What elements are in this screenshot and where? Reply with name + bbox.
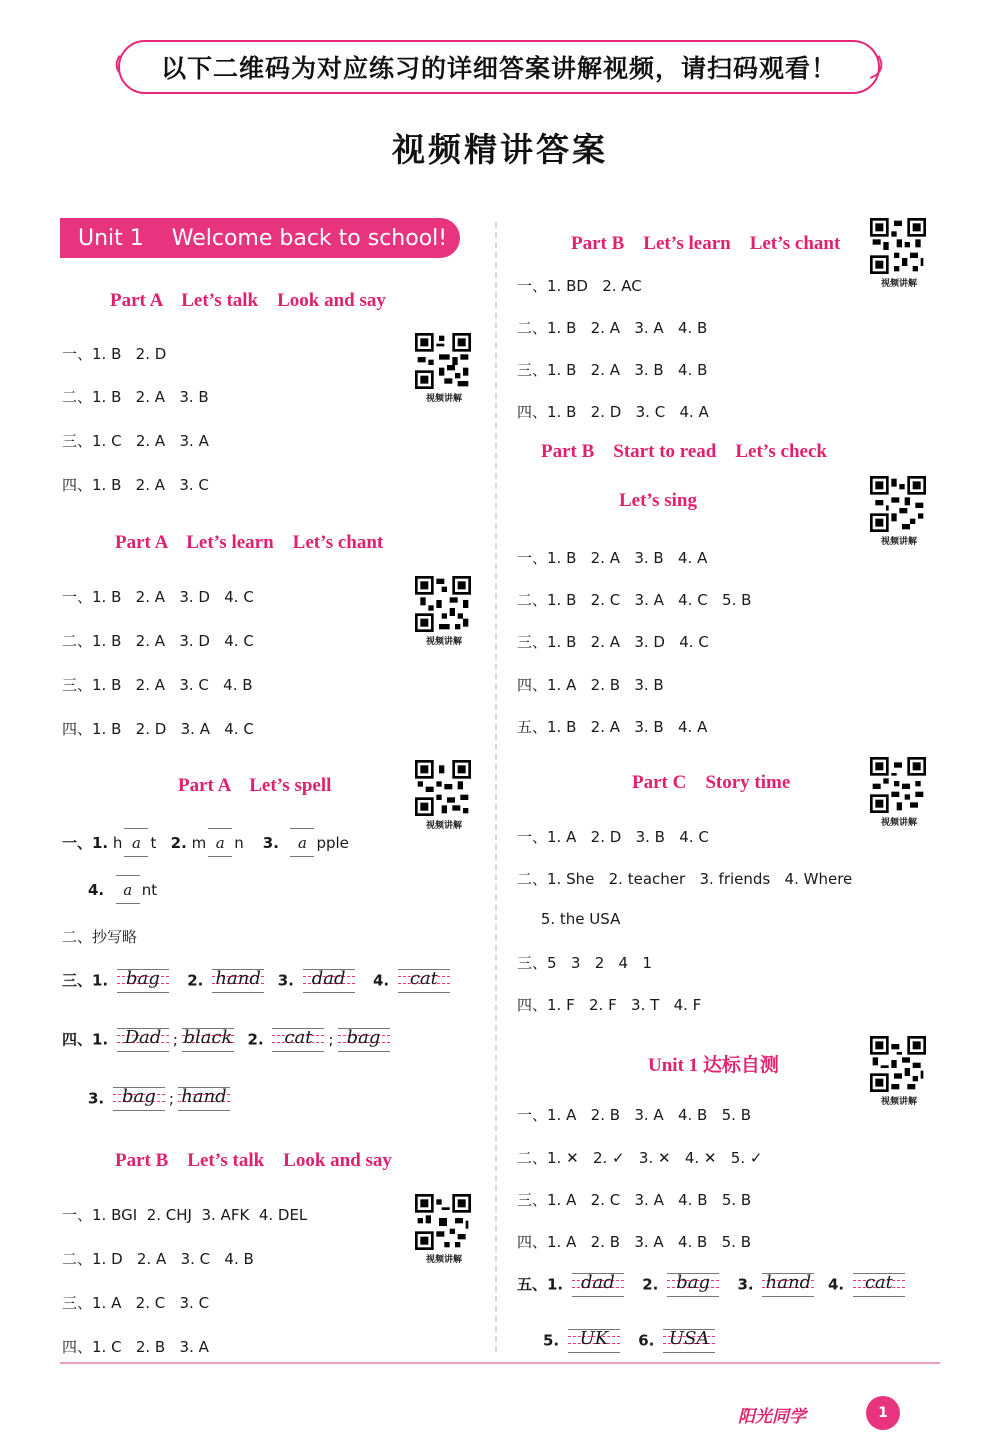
answer-line: 四、1. B 2. A 3. C bbox=[62, 476, 209, 494]
item-number: 2. bbox=[187, 971, 204, 990]
answer-line: 一、1. B 2. A 3. D 4. C bbox=[62, 588, 254, 606]
qr-caption: 视频讲解 bbox=[880, 1097, 917, 1107]
answer-line: 三、5 3 2 4 1 bbox=[517, 954, 652, 972]
top-banner: 以下二维码为对应练习的详细答案讲解视频，请扫码观看！ bbox=[118, 40, 880, 94]
qr-code[interactable] bbox=[870, 757, 928, 828]
item-number: 一、1. bbox=[62, 834, 109, 852]
qr-caption: 视频讲解 bbox=[425, 637, 462, 647]
answer-line: 一、1. BGI 2. CHJ 3. AFK 4. DEL bbox=[62, 1206, 308, 1224]
word-part: h bbox=[112, 834, 123, 852]
section-title: Part A Let’s spell bbox=[178, 775, 332, 796]
section-title: Part B Let’s talk Look and say bbox=[115, 1150, 392, 1171]
word-part: nt bbox=[141, 881, 158, 899]
word-part: pple bbox=[316, 834, 349, 852]
answer-line: 二、1. B 2. A 3. A 4. B bbox=[517, 319, 708, 337]
qr-caption: 视频讲解 bbox=[425, 394, 462, 404]
separator: ; bbox=[168, 1089, 174, 1108]
section-title: Part A Let’s learn Let’s chant bbox=[115, 532, 384, 553]
answer-line: 四、1. B 2. D 3. C 4. A bbox=[517, 403, 709, 421]
word-part: m bbox=[191, 834, 207, 852]
answer-line: 三、1. B 2. A 3. B 4. B bbox=[517, 361, 708, 379]
answer-line: 一、1. B 2. A 3. B 4. A bbox=[517, 549, 708, 567]
item-number: 2. bbox=[170, 834, 187, 852]
item-number: 6. bbox=[638, 1331, 655, 1350]
item-number: 四、1. bbox=[62, 1030, 109, 1049]
answer-line: 三、1. A 2. C 3. A 4. B 5. B bbox=[517, 1191, 752, 1209]
handwriting-word: hand bbox=[212, 966, 264, 996]
word-part: n bbox=[234, 834, 244, 852]
answer-line: 二、抄写略 bbox=[62, 928, 138, 946]
section-title: Unit 1 达标自测 bbox=[648, 1055, 779, 1076]
answer-line: 一、1. BD 2. AC bbox=[517, 277, 642, 295]
qr-code-icon bbox=[870, 1036, 926, 1092]
section-title-cont: Let’s sing bbox=[619, 490, 697, 511]
handwriting-word: cat bbox=[398, 966, 450, 996]
handwriting-line bbox=[517, 1270, 909, 1300]
answer-line: 三、1. B 2. A 3. D 4. C bbox=[517, 633, 709, 651]
footer-brand: 阳光同学 bbox=[738, 1407, 806, 1427]
qr-code-icon bbox=[415, 333, 471, 389]
answer-line: 四、1. B 2. D 3. A 4. C bbox=[62, 720, 254, 738]
qr-code[interactable] bbox=[415, 576, 473, 647]
fill-letter: a bbox=[206, 834, 234, 852]
answer-line: 二、1. D 2. A 3. C 4. B bbox=[62, 1250, 254, 1268]
handwriting-word: hand bbox=[762, 1270, 814, 1300]
qr-code-icon bbox=[870, 757, 926, 813]
item-number: 4. bbox=[372, 971, 390, 990]
qr-code[interactable] bbox=[415, 1194, 473, 1265]
item-number: 4. bbox=[827, 1275, 845, 1294]
answer-line: 四、1. F 2. F 3. T 4. F bbox=[517, 996, 702, 1014]
answer-line: 一、1. A 2. D 3. B 4. C bbox=[517, 828, 709, 846]
spell-line-1 bbox=[62, 832, 349, 853]
handwriting-word: bag bbox=[338, 1025, 390, 1055]
handwriting-word: cat bbox=[853, 1270, 905, 1300]
handwriting-word: dad bbox=[572, 1270, 624, 1300]
word-part: t bbox=[150, 834, 157, 852]
separator: ; bbox=[328, 1030, 334, 1049]
item-number: 五、1. bbox=[517, 1275, 564, 1294]
handwriting-word: hand bbox=[178, 1084, 230, 1114]
answer-line: 一、1. B 2. D bbox=[62, 345, 167, 363]
section-title: Part C Story time bbox=[632, 772, 791, 793]
item-number: 3. bbox=[737, 1275, 754, 1294]
item-number: 5. bbox=[543, 1331, 560, 1350]
answer-line: 二、1. B 2. C 3. A 4. C 5. B bbox=[517, 591, 752, 609]
answer-line: 五、1. B 2. A 3. B 4. A bbox=[517, 718, 708, 736]
fill-letter: a bbox=[122, 834, 150, 852]
qr-code[interactable] bbox=[870, 1036, 928, 1107]
qr-caption: 视频讲解 bbox=[880, 279, 917, 289]
item-number: 4. bbox=[88, 881, 105, 899]
qr-code-icon bbox=[415, 1194, 471, 1250]
section-title: Part B Let’s learn Let’s chant bbox=[571, 233, 841, 254]
qr-code[interactable] bbox=[870, 218, 928, 289]
qr-code-icon bbox=[870, 476, 926, 532]
handwriting-word: USA bbox=[663, 1326, 715, 1356]
spell-line-2 bbox=[88, 881, 157, 899]
item-number: 3. bbox=[262, 834, 279, 852]
handwriting-word: cat bbox=[272, 1025, 324, 1055]
item-number: 3. bbox=[277, 971, 294, 990]
handwriting-line bbox=[543, 1326, 719, 1356]
qr-code[interactable] bbox=[870, 476, 928, 547]
handwriting-line bbox=[62, 1025, 394, 1055]
page-title: 视频精讲答案 bbox=[392, 130, 608, 169]
qr-code-icon bbox=[870, 218, 926, 274]
handwriting-word: bag bbox=[117, 966, 169, 996]
handwriting-line bbox=[62, 966, 454, 996]
answer-line: 二、1. B 2. A 3. B bbox=[62, 388, 209, 406]
answer-line: 三、1. A 2. C 3. C bbox=[62, 1294, 210, 1312]
handwriting-line bbox=[88, 1084, 234, 1114]
answer-line: 二、1. ✕ 2. ✓ 3. ✕ 4. ✕ 5. ✓ bbox=[517, 1149, 763, 1167]
handwriting-word: black bbox=[182, 1025, 234, 1055]
qr-code-icon bbox=[415, 760, 471, 816]
handwriting-word: bag bbox=[113, 1084, 165, 1114]
qr-code-icon bbox=[415, 576, 471, 632]
handwriting-word: Dad bbox=[117, 1025, 169, 1055]
answer-line: 二、1. B 2. A 3. D 4. C bbox=[62, 632, 254, 650]
handwriting-word: dad bbox=[303, 966, 355, 996]
separator: ; bbox=[172, 1030, 178, 1049]
answer-line: 一、1. A 2. B 3. A 4. B 5. B bbox=[517, 1106, 752, 1124]
handwriting-word: UK bbox=[568, 1326, 620, 1356]
answer-line: 四、1. C 2. B 3. A bbox=[62, 1338, 209, 1356]
footer-rule bbox=[60, 1362, 940, 1364]
item-number: 3. bbox=[88, 1089, 105, 1108]
qr-code[interactable] bbox=[415, 333, 473, 404]
qr-caption: 视频讲解 bbox=[880, 537, 917, 547]
section-title: Part B Start to read Let’s check bbox=[541, 441, 827, 462]
unit-banner: Unit 1 Welcome back to school! bbox=[60, 218, 460, 258]
qr-code[interactable] bbox=[415, 760, 473, 831]
section-title: Part A Let’s talk Look and say bbox=[110, 290, 386, 311]
item-number: 三、1. bbox=[62, 971, 109, 990]
fill-letter: a bbox=[114, 881, 142, 899]
answer-line: 三、1. B 2. A 3. C 4. B bbox=[62, 676, 253, 694]
item-number: 2. bbox=[642, 1275, 659, 1294]
page-number: 1 bbox=[866, 1396, 900, 1430]
fill-letter: a bbox=[288, 834, 316, 852]
answer-line: 二、1. She 2. teacher 3. friends 4. Where bbox=[517, 870, 853, 888]
qr-caption: 视频讲解 bbox=[425, 821, 462, 831]
qr-caption: 视频讲解 bbox=[425, 1255, 462, 1265]
item-number: 2. bbox=[247, 1030, 264, 1049]
answer-line: 四、1. A 2. B 3. B bbox=[517, 676, 664, 694]
column-divider bbox=[495, 222, 497, 1352]
answer-line: 四、1. A 2. B 3. A 4. B 5. B bbox=[517, 1233, 752, 1251]
answer-line: 三、1. C 2. A 3. A bbox=[62, 432, 209, 450]
answer-line: 5. the USA bbox=[517, 910, 621, 928]
qr-caption: 视频讲解 bbox=[880, 818, 917, 828]
handwriting-word: bag bbox=[667, 1270, 719, 1300]
